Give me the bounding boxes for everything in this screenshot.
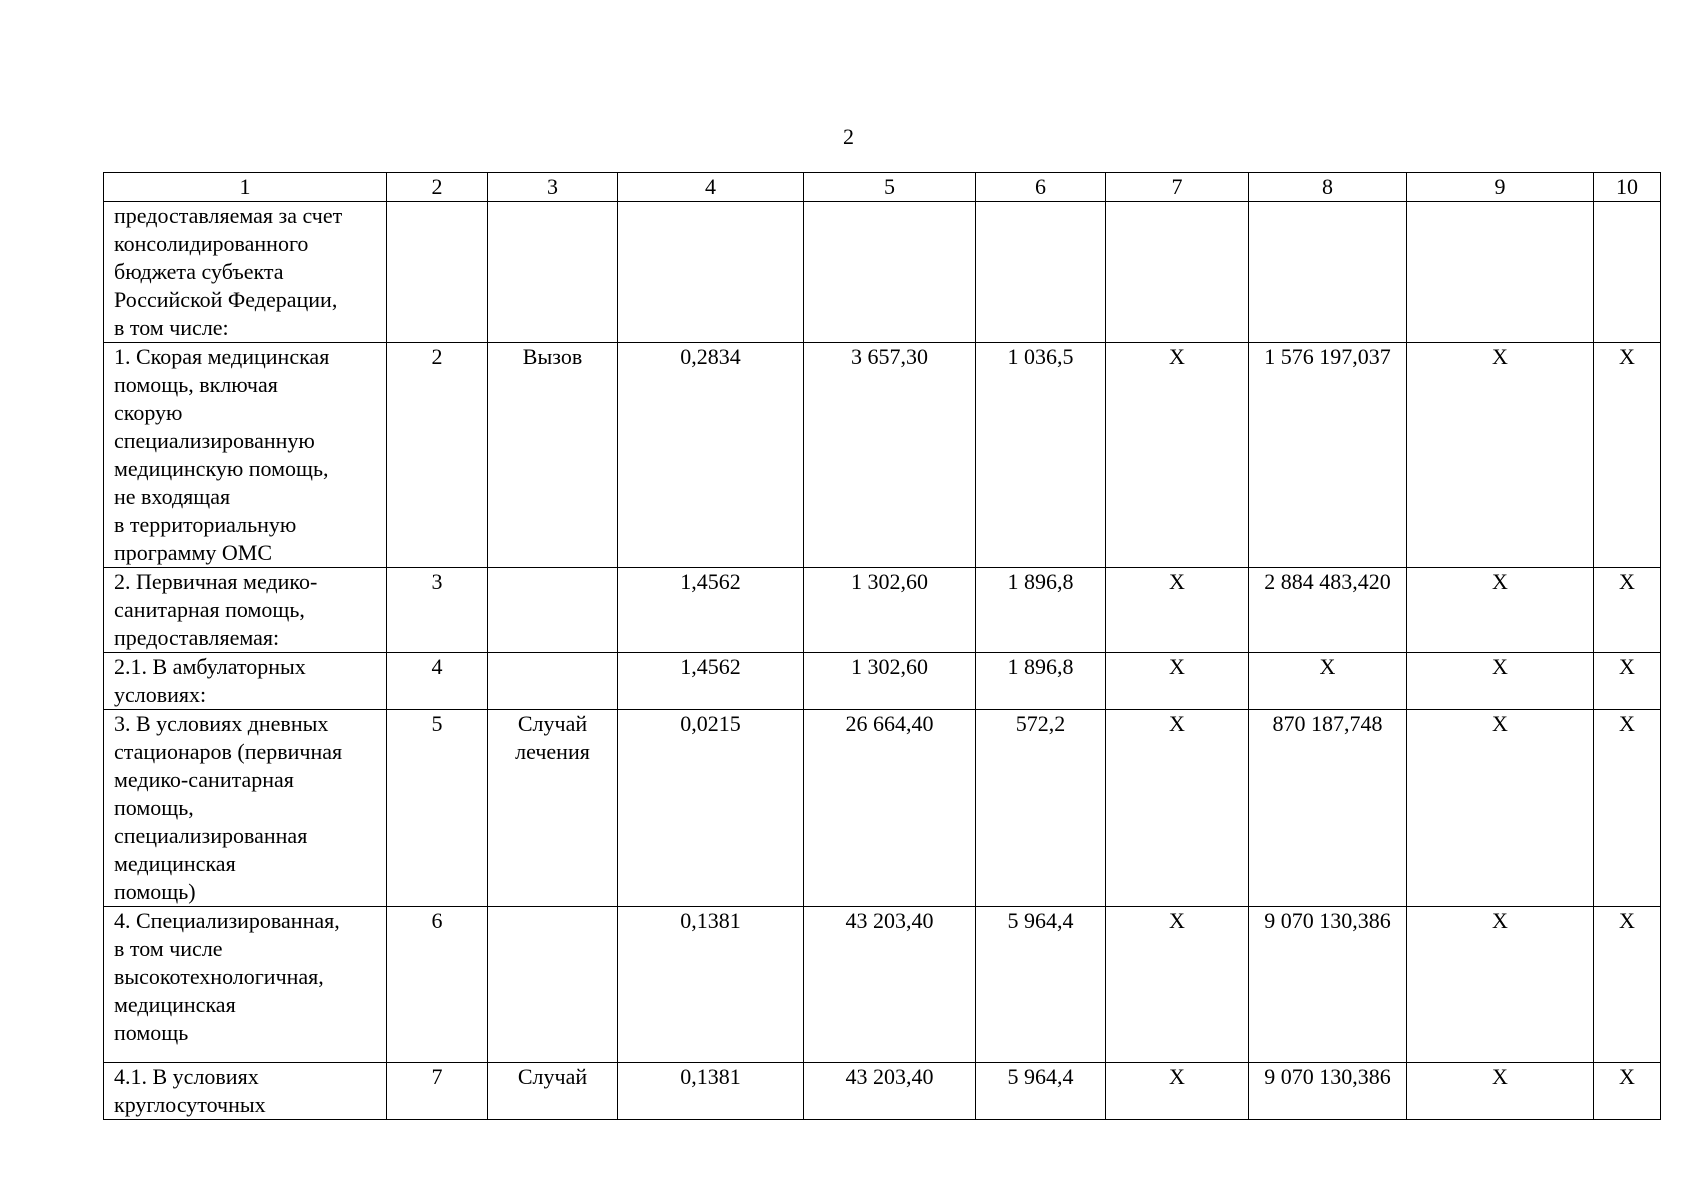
unit-line: Случай <box>517 1064 588 1089</box>
col7-value: X <box>1169 1064 1185 1089</box>
total-value: 2 884 483,420 <box>1264 569 1391 594</box>
col10-cell <box>1594 907 1661 1063</box>
row-name-line: в территориальную <box>114 512 297 537</box>
cost-cell <box>804 568 976 653</box>
data-table <box>103 172 1661 1120</box>
row-name-cell <box>104 710 387 907</box>
volume-value: 0,0215 <box>680 711 741 736</box>
per-capita-cell <box>976 343 1106 568</box>
col7-cell <box>1106 568 1249 653</box>
per-capita-cell <box>976 1063 1106 1120</box>
total-cell <box>1249 907 1407 1063</box>
col10-value: X <box>1619 1064 1635 1089</box>
header-cell: 8 <box>1249 173 1407 202</box>
row-name-line: медицинская <box>114 992 236 1017</box>
col10-cell <box>1594 710 1661 907</box>
cost-cell <box>804 653 976 710</box>
col9-value: X <box>1492 908 1508 933</box>
col7-cell <box>1106 1063 1249 1120</box>
volume-cell <box>618 1063 804 1120</box>
per-capita-cell <box>976 907 1106 1063</box>
row-name-line: 2.1. В амбулаторных <box>114 654 306 679</box>
row-name-line: медико-санитарная <box>114 767 294 792</box>
header-row <box>104 173 1661 202</box>
table-row <box>104 907 1661 1063</box>
col10-cell <box>1594 1063 1661 1120</box>
total-value: 1 576 197,037 <box>1264 344 1391 369</box>
row-name-line: бюджета субъекта <box>114 259 284 284</box>
col7-value: X <box>1169 908 1185 933</box>
table-row <box>104 202 1661 343</box>
row-name-cell <box>104 202 387 343</box>
cost-value: 3 657,30 <box>851 344 928 369</box>
row-number-value: 3 <box>431 569 443 594</box>
cost-value: 26 664,40 <box>845 711 934 736</box>
row-name-line: круглосуточных <box>114 1092 266 1117</box>
row-name-line: 1. Скорая медицинская <box>114 344 330 369</box>
cost-value: 1 302,60 <box>851 569 928 594</box>
table-body <box>104 202 1661 1120</box>
volume-value: 1,4562 <box>680 654 741 679</box>
row-number-value: 5 <box>431 711 443 736</box>
total-cell <box>1249 568 1407 653</box>
col9-value: X <box>1492 711 1508 736</box>
total-value: 870 187,748 <box>1272 711 1383 736</box>
row-number-cell <box>387 710 488 907</box>
unit-cell <box>488 907 618 1063</box>
header-cell: 7 <box>1106 173 1249 202</box>
header-cell: 2 <box>387 173 488 202</box>
cost-cell <box>804 343 976 568</box>
row-name-line: медицинская <box>114 851 236 876</box>
header-cell: 10 <box>1594 173 1661 202</box>
unit-cell <box>488 1063 618 1120</box>
col9-cell <box>1407 202 1594 343</box>
col10-cell <box>1594 653 1661 710</box>
volume-cell <box>618 568 804 653</box>
volume-value: 1,4562 <box>680 569 741 594</box>
per-capita-value: 5 964,4 <box>1007 1064 1074 1089</box>
col7-cell <box>1106 343 1249 568</box>
row-name-line: санитарная помощь, <box>114 597 305 622</box>
cost-cell <box>804 907 976 1063</box>
row-name-line: помощь, <box>114 795 194 820</box>
row-name-line: скорую <box>114 400 183 425</box>
col9-cell <box>1407 907 1594 1063</box>
total-value: X <box>1319 654 1336 679</box>
per-capita-cell <box>976 653 1106 710</box>
table-row <box>104 1063 1661 1120</box>
row-name-cell <box>104 907 387 1063</box>
row-name-line: специализированную <box>114 428 315 453</box>
header-cell: 4 <box>618 173 804 202</box>
header-cell: 1 <box>104 173 387 202</box>
unit-cell <box>488 343 618 568</box>
row-name-line: 4.1. В условиях <box>114 1064 259 1089</box>
col10-value: X <box>1619 344 1635 369</box>
total-cell <box>1249 1063 1407 1120</box>
col9-cell <box>1407 653 1594 710</box>
cost-cell <box>804 710 976 907</box>
table-row <box>104 568 1661 653</box>
per-capita-value: 572,2 <box>1015 711 1066 736</box>
unit-cell <box>488 568 618 653</box>
col9-cell <box>1407 1063 1594 1120</box>
row-name-line: не входящая <box>114 484 231 509</box>
row-name-line: помощь) <box>114 879 196 904</box>
col9-value: X <box>1492 654 1508 679</box>
cost-value: 1 302,60 <box>851 654 928 679</box>
row-name-line: в том числе <box>114 936 223 961</box>
row-number-value: 7 <box>431 1064 443 1089</box>
row-number-value: 2 <box>431 344 443 369</box>
volume-value: 0,2834 <box>680 344 741 369</box>
col9-value: X <box>1492 569 1508 594</box>
col7-value: X <box>1169 654 1185 679</box>
row-number-cell <box>387 202 488 343</box>
row-name-cell <box>104 1063 387 1120</box>
col7-value: X <box>1169 344 1185 369</box>
col10-cell <box>1594 202 1661 343</box>
row-number-cell <box>387 907 488 1063</box>
row-name-line: программу ОМС <box>114 540 273 565</box>
header-cell: 5 <box>804 173 976 202</box>
col7-cell <box>1106 710 1249 907</box>
row-number-cell <box>387 1063 488 1120</box>
unit-cell <box>488 710 618 907</box>
col9-value: X <box>1492 344 1508 369</box>
row-name-line: 4. Специализированная, <box>114 908 340 933</box>
volume-cell <box>618 710 804 907</box>
total-cell <box>1249 653 1407 710</box>
row-name-cell <box>104 343 387 568</box>
row-name-line: специализированная <box>114 823 308 848</box>
row-number-cell <box>387 653 488 710</box>
col7-value: X <box>1169 711 1185 736</box>
row-name-line: стационаров (первичная <box>114 739 343 764</box>
row-name-line: консолидированного <box>114 231 309 256</box>
unit-line: Случай <box>517 711 588 736</box>
row-name-line: Российской Федерации, <box>114 287 338 312</box>
col10-value: X <box>1619 711 1635 736</box>
row-name-line: высокотехнологичная, <box>114 964 324 989</box>
header-cell: 3 <box>488 173 618 202</box>
row-number-value: 4 <box>431 654 443 679</box>
row-name-cell <box>104 568 387 653</box>
col10-value: X <box>1619 569 1635 594</box>
row-number-cell <box>387 568 488 653</box>
volume-value: 0,1381 <box>680 1064 741 1089</box>
table-row <box>104 710 1661 907</box>
table-row <box>104 653 1661 710</box>
page-number: 2 <box>843 124 854 149</box>
per-capita-cell <box>976 202 1106 343</box>
unit-line: Вызов <box>522 344 583 369</box>
col7-cell <box>1106 907 1249 1063</box>
row-name-line: в том числе: <box>114 315 229 340</box>
volume-value: 0,1381 <box>680 908 741 933</box>
per-capita-value: 1 896,8 <box>1007 654 1074 679</box>
col7-cell <box>1106 202 1249 343</box>
unit-line: лечения <box>515 739 590 764</box>
total-cell <box>1249 710 1407 907</box>
col10-value: X <box>1619 654 1635 679</box>
per-capita-value: 1 896,8 <box>1007 569 1074 594</box>
total-value: 9 070 130,386 <box>1264 1064 1391 1089</box>
col9-value: X <box>1492 1064 1508 1089</box>
cost-value: 43 203,40 <box>845 1064 934 1089</box>
row-number-value: 6 <box>431 908 443 933</box>
per-capita-value: 5 964,4 <box>1007 908 1074 933</box>
row-name-line: помощь, включая <box>114 372 278 397</box>
row-name-line: медицинскую помощь, <box>114 456 329 481</box>
header-cell: 9 <box>1407 173 1594 202</box>
col10-cell <box>1594 343 1661 568</box>
col9-cell <box>1407 568 1594 653</box>
cost-cell <box>804 1063 976 1120</box>
col9-cell <box>1407 710 1594 907</box>
col7-value: X <box>1169 569 1185 594</box>
cost-cell <box>804 202 976 343</box>
col10-value: X <box>1619 908 1635 933</box>
unit-cell <box>488 202 618 343</box>
row-name-cell <box>104 653 387 710</box>
col10-cell <box>1594 568 1661 653</box>
row-number-cell <box>387 343 488 568</box>
total-cell <box>1249 202 1407 343</box>
total-value: 9 070 130,386 <box>1264 908 1391 933</box>
volume-cell <box>618 907 804 1063</box>
per-capita-value: 1 036,5 <box>1007 344 1074 369</box>
total-cell <box>1249 343 1407 568</box>
unit-cell <box>488 653 618 710</box>
row-name-line: условиях: <box>114 682 207 707</box>
table-row <box>104 343 1661 568</box>
row-name-line: 2. Первичная медико- <box>114 569 318 594</box>
row-name-line: 3. В условиях дневных <box>114 711 329 736</box>
volume-cell <box>618 653 804 710</box>
col9-cell <box>1407 343 1594 568</box>
row-name-line: помощь <box>114 1020 189 1045</box>
per-capita-cell <box>976 710 1106 907</box>
volume-cell <box>618 202 804 343</box>
row-name-line: предоставляемая: <box>114 625 280 650</box>
header-cell: 6 <box>976 173 1106 202</box>
volume-cell <box>618 343 804 568</box>
per-capita-cell <box>976 568 1106 653</box>
col7-cell <box>1106 653 1249 710</box>
cost-value: 43 203,40 <box>845 908 934 933</box>
row-name-line: предоставляемая за счет <box>114 203 343 228</box>
